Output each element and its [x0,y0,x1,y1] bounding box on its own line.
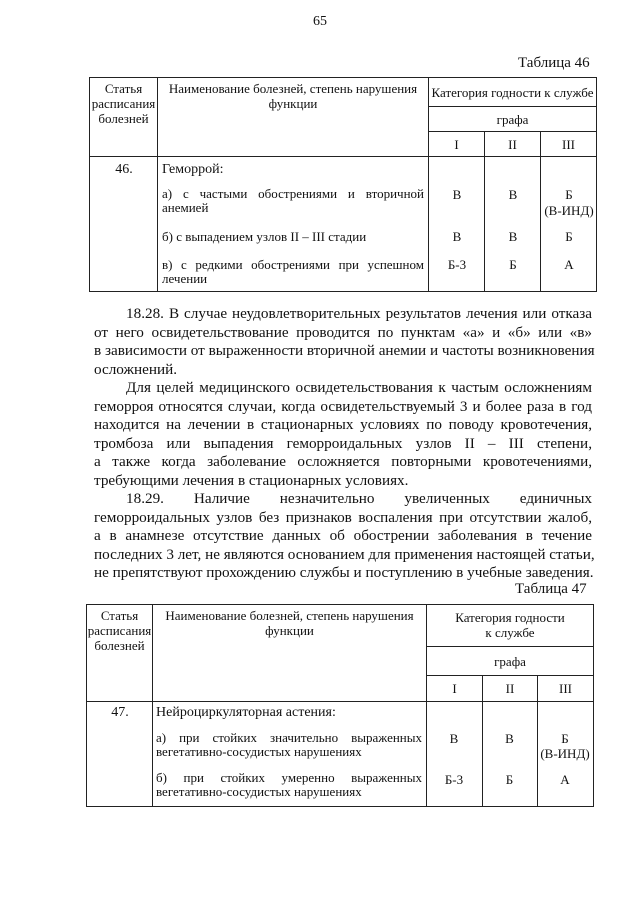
row-text-line2: вегетативно-сосудистых нарушениях [156,784,362,799]
row-text-line1: а) с частыми обострениями и вторичной [162,186,424,201]
row-cat-3: Б [565,187,573,202]
text-line: а в анамнезе отсутствие данных об обострении заболевания в течение [94,527,592,544]
table47-caption: Таблица 47 [515,581,587,597]
table47-header-g3: III [538,676,594,702]
table46-article: 46. [115,162,133,177]
table46-header-category: Категория годности к службе [429,78,597,107]
row-text-line1: в) с редкими обострениями при успешном [162,257,424,272]
table47-article: 47. [111,705,129,720]
row-text-line2: лечении [162,271,208,286]
paragraph-18-28 [94,305,595,379]
text-line: находится на лечении в стационарных условиях по поводу кровотечения, [94,416,592,433]
table47-body-c2-cell [483,702,538,807]
row-cat-2: В [508,187,518,202]
table46-header-article: Статья расписания болезней [90,78,158,157]
row-cat-3: А [564,257,574,272]
text-line: а также когда заболевание осложняется повторными кровотечениями, [94,453,592,470]
page-number: 65 [313,14,327,29]
table47-header-g1: I [427,676,483,702]
text-line: не препятствуют прохождению службы и поступлению в учебные заведения. [94,564,594,581]
row-cat-2: В [505,731,514,746]
table47-header-article: Статья расписания болезней [87,605,153,702]
table46-header-name: Наименование болезней, степень нарушения функции [158,78,429,157]
text-line: от него освидетельствование проводится по пунктам «а» и «б» или «в» [94,323,592,341]
text-line: последних 3 лет, не являются основанием для применения настоящей статьи, [94,545,595,563]
row-cat-1: Б-3 [444,772,464,787]
table46-title: Геморрой: [162,162,224,177]
table46-caption: Таблица 46 [518,55,590,71]
text-line: требующими лечения в стационарных условиях. [94,471,409,489]
table46-header-g3: III [541,132,597,157]
table46-header-g1: I [429,132,485,157]
row-cat-1: В [452,187,462,202]
row-cat-1: В [449,731,459,746]
row-text-line2: вегетативно-сосудистых нарушениях [156,744,362,759]
text-line: геморроидальных узлов без признаков воспаления при отсутствии жалоб, [94,508,592,526]
table47-title: Нейроциркуляторная астения: [156,705,336,720]
table47-header-category: Категория годности к службе [427,605,594,647]
row-cat-3-note: (В-ИНД) [540,746,590,761]
table47-header-graph: графа [427,647,594,676]
paragraph-18-29 [94,490,595,583]
row-cat-1: В [452,229,462,244]
row-text-line1: б) с выпадением узлов II – III стадии [162,229,367,244]
row-cat-2: Б [509,257,517,272]
text-line: 18.29. Наличие незначительно увеличенных единичных [126,490,592,507]
table47-header-name: Наименование болезней, степень нарушения функции [153,605,427,702]
text-line: в зависимости от выраженности вторичной анемии и частоты возникновения [94,342,595,359]
row-text-line1: а) при стойких значительно выраженных [156,730,422,745]
row-cat-3: А [560,772,570,787]
row-cat-2: Б [505,772,514,787]
row-cat-3: Б [561,731,569,746]
table47-body-c1-cell [427,702,483,807]
text-line: геморроя относятся случаи, когда освидетельствуемый 3 и более раза в год [94,397,592,415]
row-cat-2: В [508,229,518,244]
table46-header-g2: II [485,132,541,157]
paragraph-complications [94,379,592,490]
row-text-line2: анемией [162,200,209,215]
row-cat-3-note: (В-ИНД) [544,203,594,218]
text-line: 18.28. В случае неудовлетворительных результатов лечения или отказа [126,305,592,322]
text-line: Для целей медицинского освидетельствования к частым осложнениям [126,379,592,396]
row-cat-1: Б-3 [447,257,467,272]
row-text-line1: б) при стойких умеренно выраженных [156,770,422,785]
text-line: тромбоза или выпадения геморроидальных узлов II – III степени, [94,434,592,452]
text-line: осложнений. [94,360,178,378]
row-cat-3: Б [565,229,573,244]
table47-header-g2: II [483,676,538,702]
table46-header-graph: графа [429,107,597,132]
